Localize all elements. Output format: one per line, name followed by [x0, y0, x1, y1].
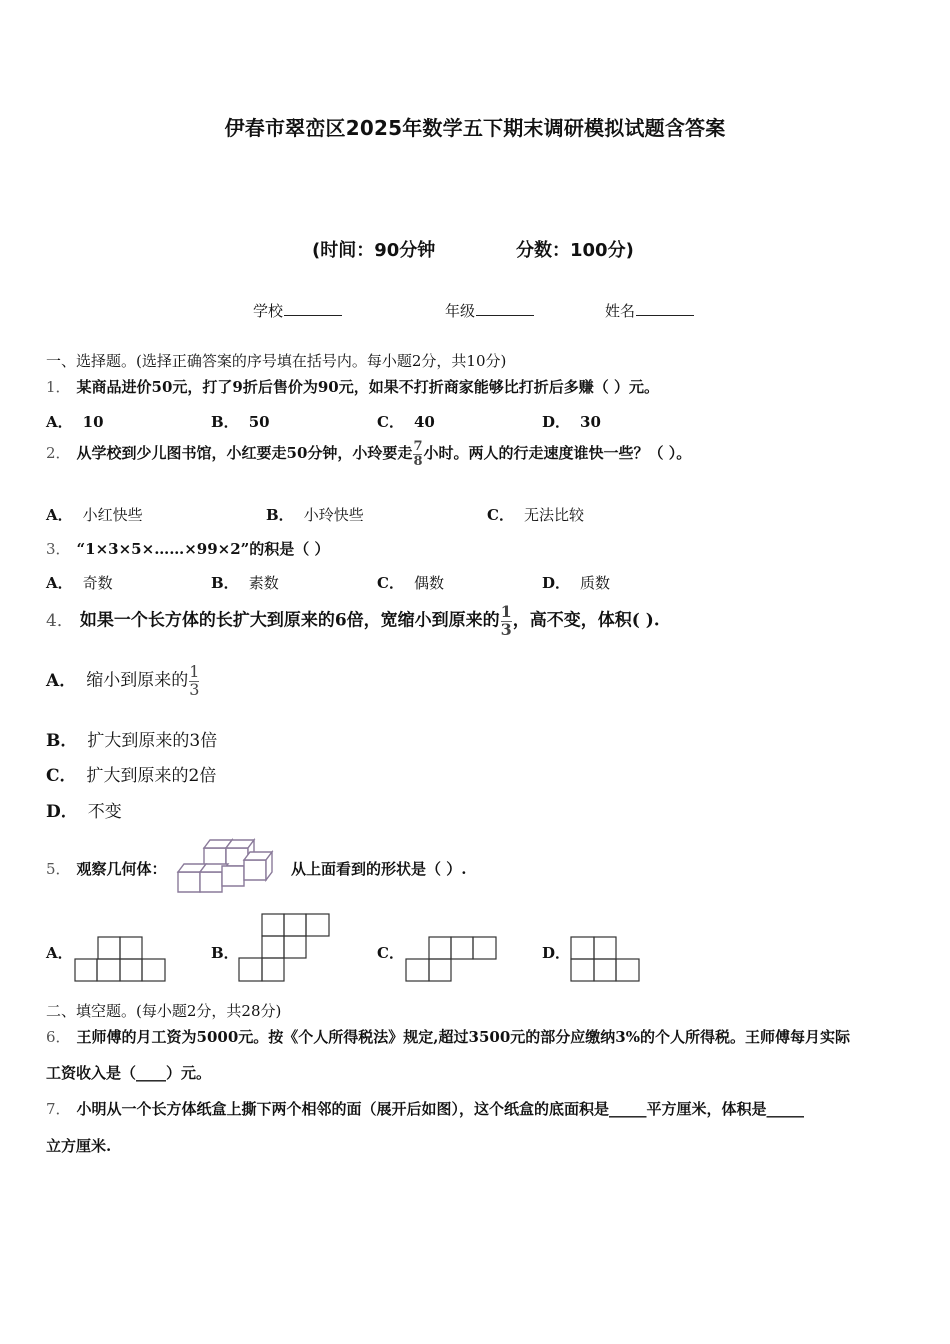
q2-option-c[interactable]: C． 无法比较 — [487, 506, 584, 524]
q1-option-b[interactable]: B． 50 — [211, 413, 270, 431]
name-blank[interactable] — [636, 301, 694, 316]
page-title: 伊春市翠峦区2025年数学五下期末调研模拟试题含答案 — [224, 116, 726, 140]
q1-option-d[interactable]: D． 30 — [542, 413, 601, 431]
fraction: $\frac{1}{3}$ — [500, 602, 512, 639]
question-7 — [46, 1098, 804, 1119]
fraction: $\frac{1}{3}$ — [189, 662, 200, 699]
q2-option-b[interactable]: B． 小玲快些 — [266, 506, 364, 524]
q3-option-b[interactable]: B． 素数 — [211, 574, 279, 592]
question-number: 3． — [46, 540, 71, 558]
q4-option-a[interactable]: A． 缩小到原来的 $\frac{1}{3}$ — [46, 662, 200, 699]
grade-field — [445, 300, 534, 321]
question-text: 从学校到少儿图书馆，小红要走50分钟，小玲要走 — [76, 444, 413, 462]
question-number: 4． — [46, 610, 74, 631]
question-6-line2: 工资收入是（____）元。 — [46, 1064, 212, 1082]
name-field — [605, 300, 694, 321]
question-3 — [46, 538, 330, 559]
question-7-line2: 立方厘米. — [46, 1137, 112, 1155]
section1-heading: 一、选择题。(选择正确答案的序号填在括号内。每小题2分，共10分) — [46, 352, 507, 370]
q2-option-a[interactable]: A． 小红快些 — [46, 506, 143, 524]
q4-option-c[interactable]: C． 扩大到原来的2倍 — [46, 766, 217, 786]
question-text: 如果一个长方体的长扩大到原来的6倍，宽缩小到原来的 — [79, 610, 500, 631]
exam-score: 分数：100分) — [516, 240, 634, 261]
question-4 — [46, 604, 660, 638]
q5-option-d[interactable]: D． — [542, 944, 571, 962]
question-text: 王师傅的月工资为5000元。按《个人所得税法》规定,超过3500元的部分应缴纳3%的个人所得税。王师傅每月实际 — [76, 1028, 850, 1046]
question-text-end: 小时。两人的行走速度谁快一些？（ ）。 — [423, 444, 692, 462]
question-2 — [46, 440, 691, 468]
question-number: 2． — [46, 444, 71, 462]
question-text: “1×3×5×……×99×2”的积是（ ） — [76, 540, 330, 558]
question-number: 6． — [46, 1028, 71, 1046]
q5-option-b[interactable]: B． — [211, 944, 239, 962]
grade-label: 年级 — [445, 302, 476, 320]
cube-figure — [176, 830, 280, 896]
fraction: $\frac{7}{8}$ — [413, 439, 423, 469]
question-text: 小明从一个长方体纸盒上撕下两个相邻的面（展开后如图），这个纸盒的底面积是_____平方厘米，体积是_____ — [76, 1100, 805, 1118]
question-1 — [46, 376, 659, 397]
q5-option-a[interactable]: A． — [46, 944, 73, 962]
exam-time: (时间：90分钟 — [312, 240, 436, 261]
question-6 — [46, 1026, 850, 1047]
school-blank[interactable] — [284, 301, 342, 316]
question-number: 5． — [46, 860, 71, 878]
name-label: 姓名 — [605, 302, 636, 320]
question-number: 7． — [46, 1100, 71, 1118]
q3-option-c[interactable]: C． 偶数 — [377, 574, 444, 592]
question-5-prefix — [46, 858, 167, 879]
q1-option-a[interactable]: A． 10 — [46, 413, 104, 431]
q5-option-d-figure — [570, 936, 642, 984]
question-5-suffix: 从上面看到的形状是（ ）. — [291, 860, 467, 878]
q4-option-b[interactable]: B． 扩大到原来的3倍 — [46, 731, 218, 751]
question-text: 观察几何体： — [76, 860, 167, 878]
q3-option-d[interactable]: D． 质数 — [542, 574, 611, 592]
question-text: 某商品进价50元，打了9折后售价为90元，如果不打折商家能够比打折后多赚（ ）元。 — [76, 378, 659, 396]
grade-blank[interactable] — [476, 301, 534, 316]
question-text-end: ，高不变，体积( ). — [512, 610, 660, 631]
q4-option-d[interactable]: D． 不变 — [46, 802, 122, 822]
q5-option-c[interactable]: C． — [377, 944, 404, 962]
question-number: 1． — [46, 378, 71, 396]
q3-option-a[interactable]: A． 奇数 — [46, 574, 113, 592]
q5-option-b-figure — [238, 913, 332, 985]
school-label: 学校 — [253, 302, 284, 320]
q5-option-a-figure — [74, 936, 168, 984]
q5-option-c-figure — [405, 936, 499, 984]
q1-option-c[interactable]: C． 40 — [377, 413, 435, 431]
school-field — [253, 300, 342, 321]
section2-heading: 二、填空题。(每小题2分，共28分) — [46, 1002, 282, 1020]
